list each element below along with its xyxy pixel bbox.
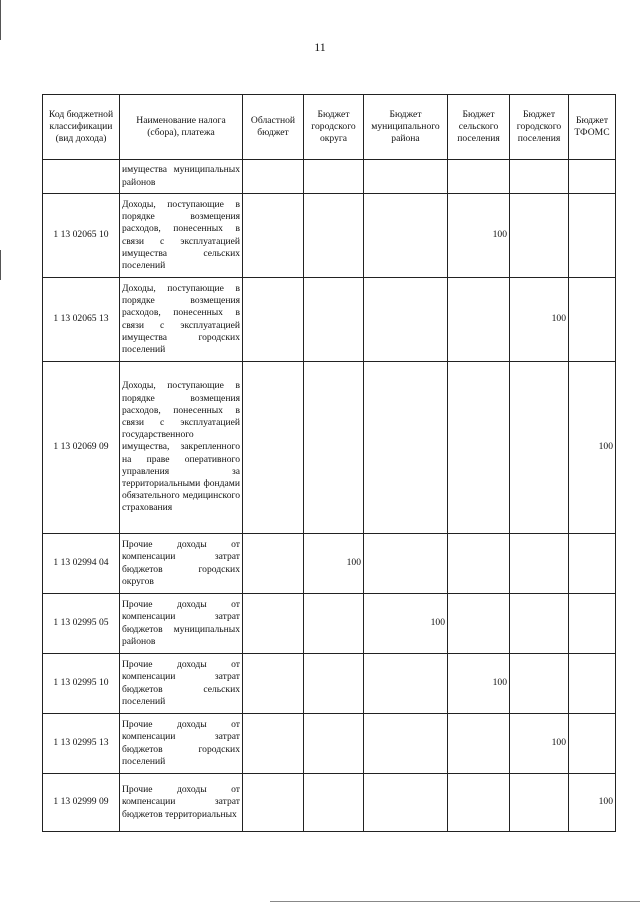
- table-row: [43, 594, 616, 654]
- page-number: 11: [314, 40, 326, 54]
- code-cell: 1 13 02065 13: [43, 278, 120, 362]
- header-tfoms-budget: Бюджет ТФОМС: [569, 95, 616, 160]
- value-cell: [569, 714, 616, 774]
- code-cell: 1 13 02995 13: [43, 714, 120, 774]
- value-cell: [569, 160, 616, 194]
- value-cell: [304, 774, 364, 832]
- value-cell: [448, 714, 510, 774]
- table-row: [43, 278, 616, 362]
- value-cell: [510, 774, 569, 832]
- scan-bottom-edge: [270, 901, 640, 902]
- value-cell: [364, 362, 448, 534]
- name-cell: Прочие доходы от компенсации затрат бюджетов территориальных: [120, 774, 243, 832]
- header-municipal-district-budget: Бюджет муниципального района: [364, 95, 448, 160]
- value-cell: [510, 594, 569, 654]
- value-cell: [364, 278, 448, 362]
- table-row: [43, 362, 616, 534]
- value-cell: [364, 714, 448, 774]
- value-cell: [510, 534, 569, 594]
- code-cell: [43, 160, 120, 194]
- value-cell: 100: [569, 362, 616, 534]
- code-cell: 1 13 02994 04: [43, 534, 120, 594]
- value-cell: [364, 160, 448, 194]
- table-row: [43, 534, 616, 594]
- value-cell: [448, 774, 510, 832]
- value-cell: [243, 594, 304, 654]
- value-cell: [448, 278, 510, 362]
- name-cell: Прочие доходы от компенсации затрат бюджетов муниципальных районов: [120, 594, 243, 654]
- value-cell: [448, 534, 510, 594]
- value-cell: 100: [448, 194, 510, 278]
- value-cell: [243, 774, 304, 832]
- value-cell: [243, 654, 304, 714]
- value-cell: [448, 160, 510, 194]
- scan-margin-line: [0, 250, 1, 280]
- code-cell: 1 13 02995 05: [43, 594, 120, 654]
- value-cell: [304, 278, 364, 362]
- value-cell: 100: [304, 534, 364, 594]
- table-row: [43, 194, 616, 278]
- name-cell: Прочие доходы от компенсации затрат бюджетов городских округов: [120, 534, 243, 594]
- scan-margin-line: [0, 0, 1, 40]
- value-cell: [569, 194, 616, 278]
- code-cell: 1 13 02995 10: [43, 654, 120, 714]
- value-cell: [304, 362, 364, 534]
- value-cell: [243, 714, 304, 774]
- code-cell: 1 13 02065 10: [43, 194, 120, 278]
- value-cell: [243, 534, 304, 594]
- value-cell: [243, 362, 304, 534]
- header-rural-settlement-budget: Бюджет сельского поселения: [448, 95, 510, 160]
- code-cell: 1 13 02999 09: [43, 774, 120, 832]
- value-cell: [364, 774, 448, 832]
- value-cell: [448, 594, 510, 654]
- value-cell: 100: [510, 278, 569, 362]
- value-cell: [569, 278, 616, 362]
- name-cell: имущества муниципальных районов: [120, 160, 243, 194]
- value-cell: [569, 654, 616, 714]
- value-cell: [448, 362, 510, 534]
- value-cell: 100: [510, 714, 569, 774]
- value-cell: [364, 534, 448, 594]
- table-header-row: [43, 95, 616, 160]
- value-cell: [364, 194, 448, 278]
- value-cell: [304, 654, 364, 714]
- header-urban-settlement-budget: Бюджет городского поселения: [510, 95, 569, 160]
- value-cell: 100: [448, 654, 510, 714]
- value-cell: [510, 654, 569, 714]
- budget-distribution-table: [42, 94, 616, 832]
- header-city-district-budget: Бюджет городского округа: [304, 95, 364, 160]
- value-cell: [510, 160, 569, 194]
- table-row: [43, 654, 616, 714]
- table-row: [43, 714, 616, 774]
- value-cell: [304, 160, 364, 194]
- value-cell: [243, 160, 304, 194]
- name-cell: Доходы, поступающие в порядке возмещения расходов, понесенных в связи с эксплуатацией имущества городских поселений: [120, 278, 243, 362]
- value-cell: [569, 594, 616, 654]
- name-cell: Доходы, поступающие в порядке возмещения расходов, понесенных в связи с эксплуатацией государственного имущества, закрепленного на праве оперативного управления за территориальными фондами обязательного медицинского страхования: [120, 362, 243, 534]
- value-cell: [243, 194, 304, 278]
- value-cell: 100: [364, 594, 448, 654]
- table-row: [43, 160, 616, 194]
- value-cell: [304, 594, 364, 654]
- name-cell: Доходы, поступающие в порядке возмещения расходов, понесенных в связи с эксплуатацией имущества сельских поселений: [120, 194, 243, 278]
- header-code: Код бюджетной классификации (вид дохода): [43, 95, 120, 160]
- table-row: [43, 774, 616, 832]
- value-cell: 100: [569, 774, 616, 832]
- header-regional-budget: Областной бюджет: [243, 95, 304, 160]
- header-name: Наименование налога (сбора), платежа: [120, 95, 243, 160]
- name-cell: Прочие доходы от компенсации затрат бюджетов городских поселений: [120, 714, 243, 774]
- value-cell: [243, 278, 304, 362]
- value-cell: [304, 714, 364, 774]
- value-cell: [510, 194, 569, 278]
- code-cell: 1 13 02069 09: [43, 362, 120, 534]
- value-cell: [510, 362, 569, 534]
- name-cell: Прочие доходы от компенсации затрат бюджетов сельских поселений: [120, 654, 243, 714]
- value-cell: [304, 194, 364, 278]
- value-cell: [364, 654, 448, 714]
- value-cell: [569, 534, 616, 594]
